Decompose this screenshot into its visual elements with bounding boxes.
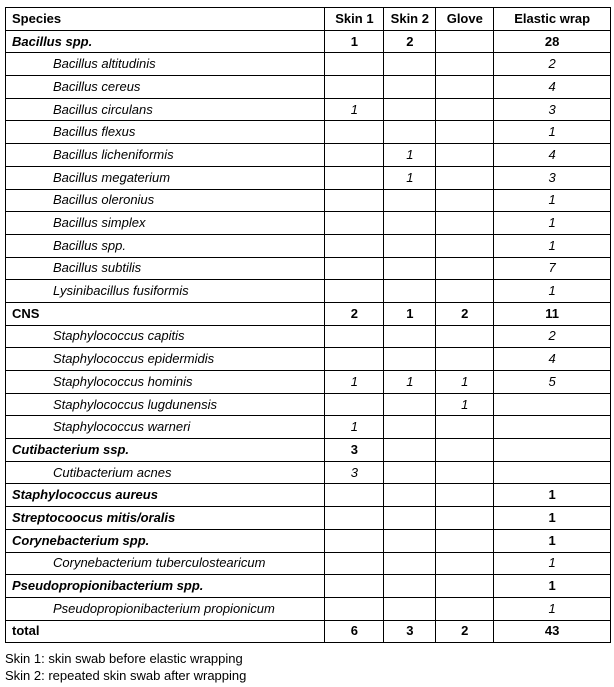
count-skin2 [384,461,436,484]
count-skin2: 1 [384,371,436,394]
species-name: Bacillus flexus [6,121,325,144]
species-name: Corynebacterium tuberculostearicum [6,552,325,575]
count-skin2 [384,552,436,575]
count-elastic-wrap: 7 [494,257,611,280]
count-skin2: 3 [384,620,436,643]
count-elastic-wrap: 1 [494,234,611,257]
count-glove [436,76,494,99]
species-row [6,393,611,416]
count-glove [436,507,494,530]
count-glove: 2 [436,620,494,643]
species-name: Pseudopropionibacterium spp. [6,575,325,598]
count-skin1 [325,597,384,620]
species-row [6,144,611,167]
count-skin2 [384,484,436,507]
species-row [6,597,611,620]
header-species: Species [6,8,325,31]
count-glove [436,280,494,303]
count-glove [436,212,494,235]
count-glove: 1 [436,393,494,416]
count-skin2 [384,439,436,462]
count-skin2 [384,325,436,348]
count-glove [436,348,494,371]
count-skin1: 1 [325,30,384,53]
count-elastic-wrap: 1 [494,189,611,212]
count-elastic-wrap: 1 [494,507,611,530]
count-elastic-wrap: 2 [494,325,611,348]
species-name: Staphylococcus hominis [6,371,325,394]
count-elastic-wrap: 1 [494,597,611,620]
count-skin1 [325,552,384,575]
count-skin1 [325,484,384,507]
total-row [6,620,611,643]
species-table [5,7,611,643]
species-name: Bacillus cereus [6,76,325,99]
count-skin2 [384,98,436,121]
count-elastic-wrap: 1 [494,552,611,575]
count-skin1 [325,529,384,552]
header-elastic-wrap: Elastic wrap [494,8,611,31]
count-skin2 [384,575,436,598]
count-skin1 [325,280,384,303]
count-skin1: 1 [325,371,384,394]
count-glove [436,257,494,280]
count-elastic-wrap: 2 [494,53,611,76]
species-name: Cutibacterium acnes [6,461,325,484]
count-skin1 [325,234,384,257]
total-row [6,302,611,325]
count-elastic-wrap: 4 [494,348,611,371]
footnotes [5,650,246,684]
count-glove [436,439,494,462]
count-skin1 [325,325,384,348]
count-skin1: 1 [325,98,384,121]
header-row [6,8,611,31]
species-row [6,371,611,394]
species-name: Bacillus subtilis [6,257,325,280]
species-row [6,348,611,371]
genus-row [6,484,611,507]
species-name: Pseudopropionibacterium propionicum [6,597,325,620]
count-glove [436,98,494,121]
count-skin1 [325,575,384,598]
count-skin1: 2 [325,302,384,325]
count-skin2 [384,348,436,371]
species-row [6,257,611,280]
count-skin1 [325,76,384,99]
species-name: Corynebacterium spp. [6,529,325,552]
species-name: Bacillus oleronius [6,189,325,212]
count-skin2 [384,212,436,235]
species-row [6,98,611,121]
species-name: Bacillus spp. [6,30,325,53]
count-glove [436,484,494,507]
species-row [6,280,611,303]
count-glove [436,552,494,575]
header-glove: Glove [436,8,494,31]
count-elastic-wrap: 1 [494,121,611,144]
species-name: total [6,620,325,643]
species-name: Bacillus licheniformis [6,144,325,167]
count-skin1 [325,393,384,416]
count-skin2 [384,257,436,280]
count-glove [436,144,494,167]
count-skin2 [384,234,436,257]
species-name: Bacillus megaterium [6,166,325,189]
header-skin2: Skin 2 [384,8,436,31]
count-glove [436,597,494,620]
species-row [6,461,611,484]
count-skin2 [384,597,436,620]
count-elastic-wrap [494,439,611,462]
footnote-skin2: Skin 2: repeated skin swab after wrapping [5,668,247,683]
count-skin1 [325,212,384,235]
species-row [6,234,611,257]
count-elastic-wrap: 1 [494,575,611,598]
species-row [6,212,611,235]
count-glove [436,234,494,257]
count-skin1 [325,166,384,189]
genus-row [6,529,611,552]
count-elastic-wrap [494,393,611,416]
genus-row [6,439,611,462]
count-skin1: 6 [325,620,384,643]
count-skin2: 2 [384,30,436,53]
species-row [6,166,611,189]
genus-row [6,575,611,598]
count-glove [436,30,494,53]
count-elastic-wrap: 43 [494,620,611,643]
count-skin2 [384,121,436,144]
species-name: Staphylococcus aureus [6,484,325,507]
species-name: Streptocoocus mitis/oralis [6,507,325,530]
count-skin2: 1 [384,302,436,325]
count-elastic-wrap: 1 [494,280,611,303]
count-glove [436,575,494,598]
count-elastic-wrap: 3 [494,166,611,189]
table-body [6,30,611,643]
count-elastic-wrap [494,416,611,439]
count-glove [436,529,494,552]
species-name: Staphylococcus capitis [6,325,325,348]
species-row [6,121,611,144]
count-skin2: 1 [384,166,436,189]
count-elastic-wrap: 1 [494,484,611,507]
species-name: CNS [6,302,325,325]
count-elastic-wrap: 11 [494,302,611,325]
count-elastic-wrap: 4 [494,144,611,167]
count-skin1 [325,144,384,167]
species-name: Staphylococcus warneri [6,416,325,439]
count-glove: 2 [436,302,494,325]
genus-row [6,30,611,53]
species-name: Staphylococcus epidermidis [6,348,325,371]
count-elastic-wrap: 1 [494,529,611,552]
count-skin2 [384,507,436,530]
species-name: Cutibacterium ssp. [6,439,325,462]
count-elastic-wrap [494,461,611,484]
species-row [6,76,611,99]
count-skin2: 1 [384,144,436,167]
count-glove [436,325,494,348]
count-skin1: 3 [325,439,384,462]
count-skin2 [384,416,436,439]
species-row [6,325,611,348]
count-skin1 [325,348,384,371]
species-name: Bacillus spp. [6,234,325,257]
species-row [6,53,611,76]
count-glove [436,189,494,212]
count-glove [436,53,494,76]
count-skin1 [325,121,384,144]
header-skin1: Skin 1 [325,8,384,31]
count-skin2 [384,393,436,416]
count-glove [436,121,494,144]
count-skin1: 3 [325,461,384,484]
count-skin2 [384,76,436,99]
count-skin1 [325,189,384,212]
count-elastic-wrap: 5 [494,371,611,394]
count-skin2 [384,529,436,552]
species-row [6,552,611,575]
genus-row [6,507,611,530]
footnote-skin1: Skin 1: skin swab before elastic wrapping [5,651,243,666]
count-skin1 [325,53,384,76]
count-elastic-wrap: 4 [494,76,611,99]
count-elastic-wrap: 28 [494,30,611,53]
count-skin1 [325,257,384,280]
species-row [6,189,611,212]
species-name: Bacillus circulans [6,98,325,121]
count-glove [436,166,494,189]
species-name: Staphylococcus lugdunensis [6,393,325,416]
species-row [6,416,611,439]
count-skin1 [325,507,384,530]
count-skin2 [384,280,436,303]
species-name: Lysinibacillus fusiformis [6,280,325,303]
count-skin2 [384,53,436,76]
count-elastic-wrap: 3 [494,98,611,121]
count-glove [436,461,494,484]
species-name: Bacillus altitudinis [6,53,325,76]
count-skin2 [384,189,436,212]
count-glove: 1 [436,371,494,394]
species-name: Bacillus simplex [6,212,325,235]
count-elastic-wrap: 1 [494,212,611,235]
count-skin1: 1 [325,416,384,439]
count-glove [436,416,494,439]
